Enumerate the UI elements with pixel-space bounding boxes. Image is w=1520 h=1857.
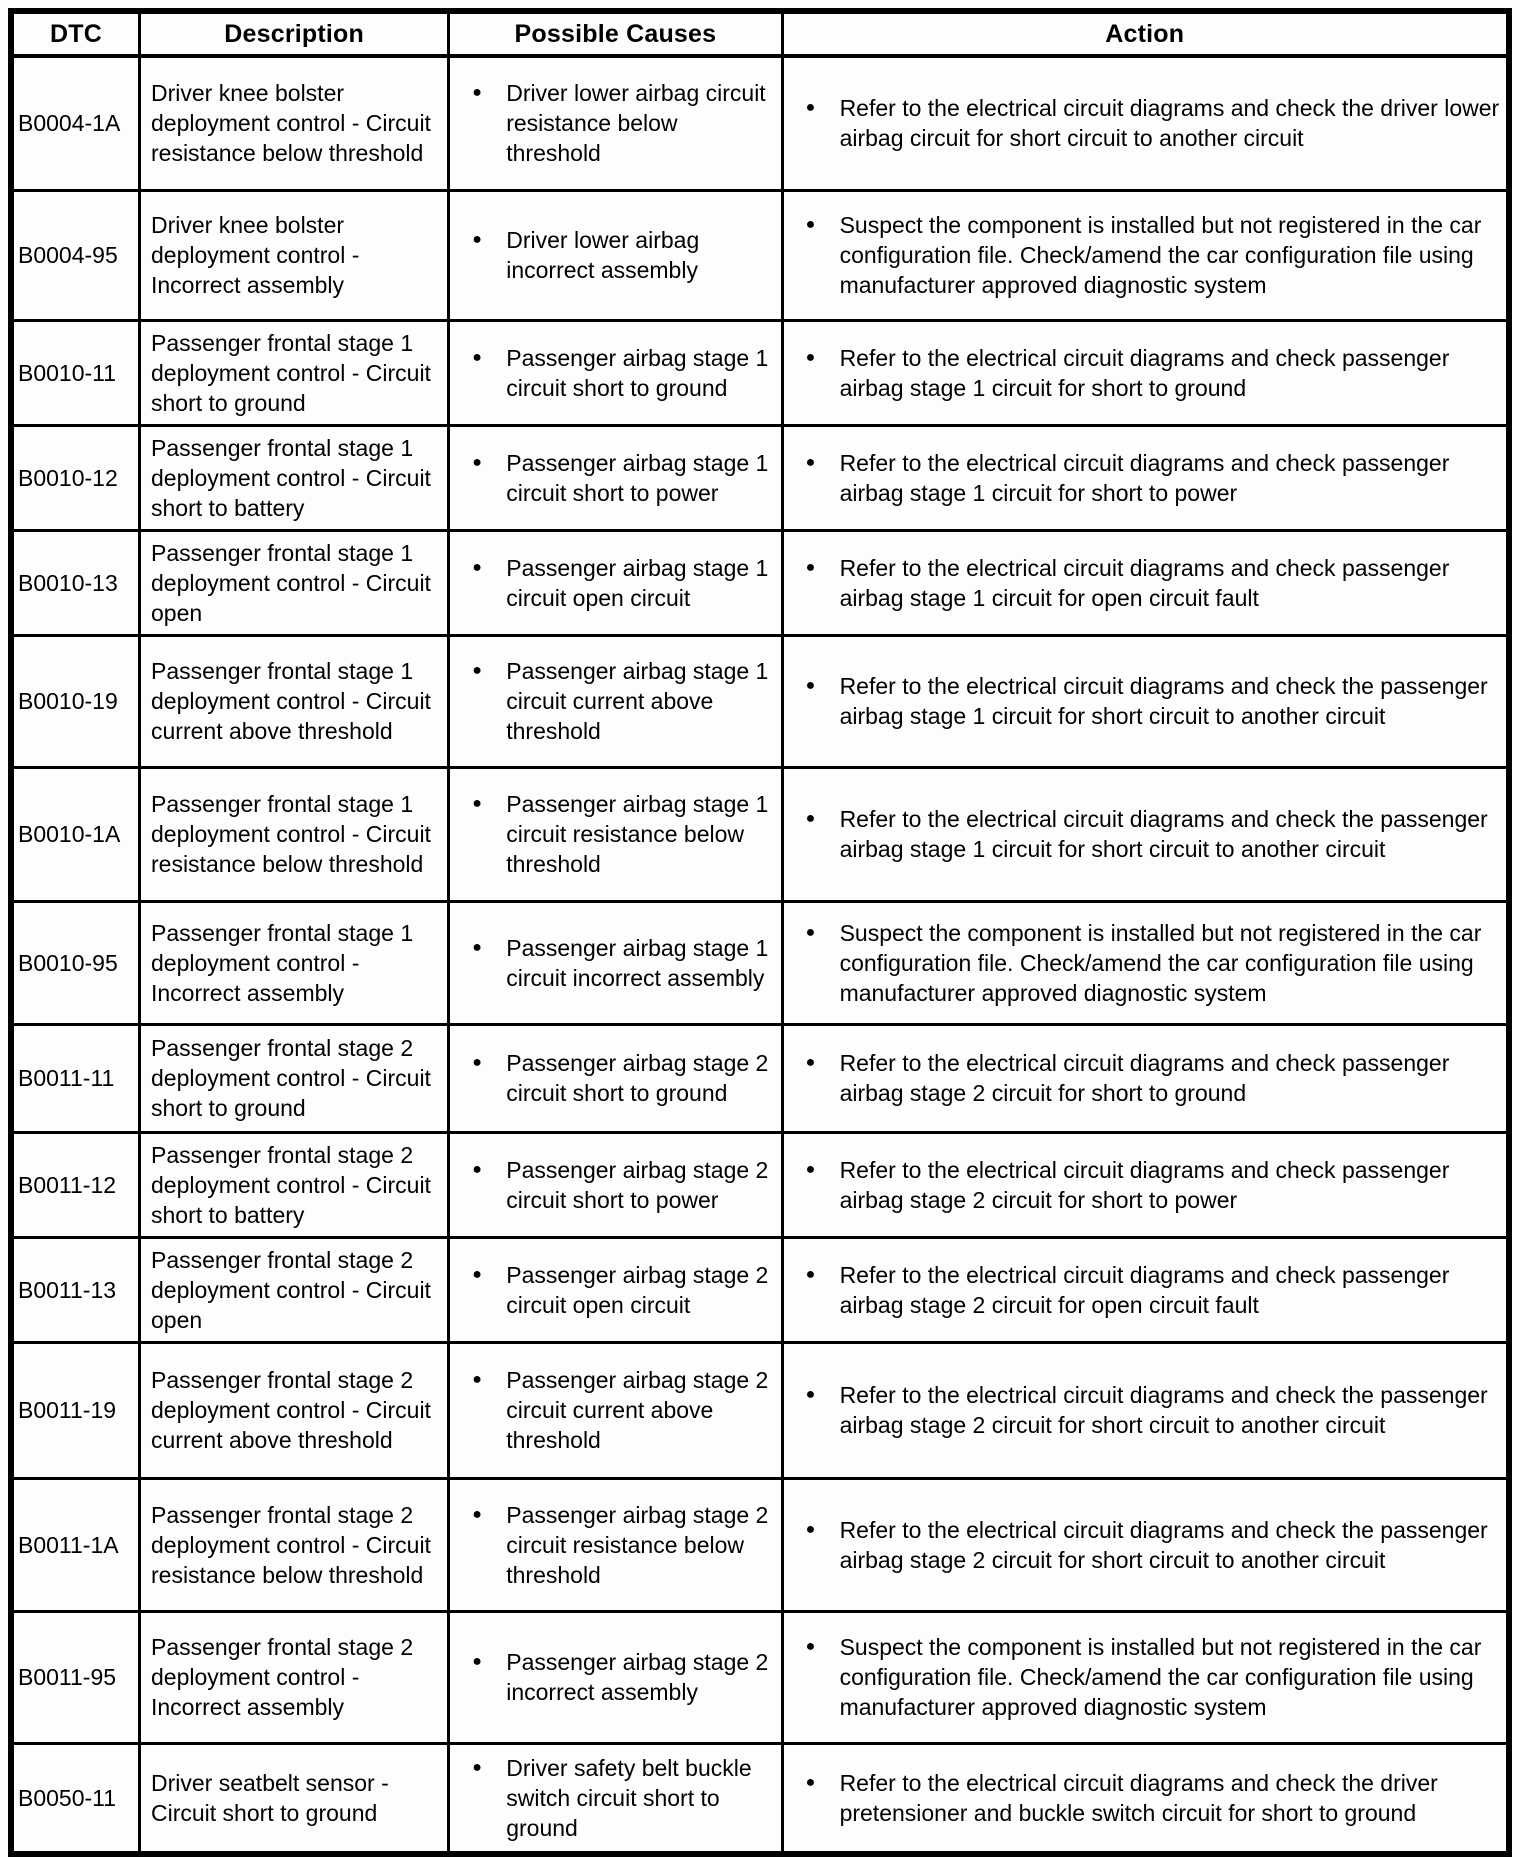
table-row xyxy=(11,56,1509,190)
bullet-icon: ● xyxy=(805,810,816,827)
list-item-text: Passenger airbag stage 2 circuit short to ground xyxy=(506,1050,769,1106)
description-cell: Passenger frontal stage 2 deployment control - Circuit resistance below threshold xyxy=(140,1478,449,1611)
table-row xyxy=(11,767,1509,901)
action-cell xyxy=(782,1342,1509,1478)
description-cell: Passenger frontal stage 2 deployment control - Circuit short to battery xyxy=(140,1132,449,1237)
list-item-text: Refer to the electrical circuit diagrams and check passenger airbag stage 2 circuit for open circuit fault xyxy=(839,1261,1450,1318)
description-cell: Passenger frontal stage 2 deployment control - Circuit short to ground xyxy=(140,1024,449,1132)
action-cell xyxy=(782,190,1509,320)
list-item-text: Passenger airbag stage 1 circuit current above threshold xyxy=(506,658,769,744)
bullet-icon: ● xyxy=(805,1386,816,1403)
possible-causes-cell xyxy=(449,190,782,320)
bullet-icon: ● xyxy=(472,1054,482,1071)
list-item xyxy=(784,553,1500,613)
bullet-icon: ● xyxy=(472,231,482,248)
bullet-icon: ● xyxy=(472,1505,482,1523)
list-item xyxy=(784,1048,1500,1108)
bullet-icon: ● xyxy=(805,923,816,941)
table-row xyxy=(11,190,1509,320)
bullet-icon: ● xyxy=(805,558,816,576)
list-item xyxy=(784,1768,1500,1828)
list-item-text: Passenger airbag stage 2 circuit resistance below threshold xyxy=(506,1501,769,1588)
list-item-text: Refer to the electrical circuit diagrams and check passenger airbag stage 1 circuit for short to ground xyxy=(839,344,1450,401)
action-cell xyxy=(782,320,1509,425)
list-item xyxy=(784,1260,1500,1320)
list-item-text: Refer to the electrical circuit diagrams and check passenger airbag stage 1 circuit for short to power xyxy=(839,449,1450,506)
bullet-icon: ● xyxy=(472,84,482,102)
dtc-cell: B0050-11 xyxy=(11,1743,140,1854)
col-header-action: Action xyxy=(782,11,1509,56)
bullet-icon: ● xyxy=(472,558,482,576)
dtc-cell: B0011-12 xyxy=(11,1132,140,1237)
list-item-text: Refer to the electrical circuit diagrams and check the driver lower airbag circuit for short circuit to another circuit xyxy=(839,95,1500,152)
description-cell: Passenger frontal stage 1 deployment control - Circuit resistance below threshold xyxy=(140,767,449,901)
table-row xyxy=(11,1342,1509,1478)
bullet-icon: ● xyxy=(805,453,816,471)
possible-causes-cell xyxy=(449,1743,782,1854)
dtc-cell: B0004-1A xyxy=(11,56,140,190)
dtc-cell: B0010-1A xyxy=(11,767,140,901)
list-item xyxy=(784,448,1500,508)
col-header-dtc: DTC xyxy=(11,11,140,56)
description-cell: Passenger frontal stage 1 deployment control - Circuit current above threshold xyxy=(140,635,449,767)
list-item-text: Refer to the electrical circuit diagrams and check passenger airbag stage 1 circuit for open circuit fault xyxy=(839,554,1450,611)
list-item-text: Driver lower airbag incorrect assembly xyxy=(506,227,700,283)
action-cell xyxy=(782,767,1509,901)
bullet-icon: ● xyxy=(805,1773,816,1791)
list-item xyxy=(450,1048,774,1108)
list-item xyxy=(450,1753,774,1843)
list-item-text: Passenger airbag stage 2 circuit short to power xyxy=(506,1156,769,1213)
list-item xyxy=(784,804,1500,864)
list-item xyxy=(784,1155,1500,1215)
dtc-cell: B0010-19 xyxy=(11,635,140,767)
description-cell: Passenger frontal stage 2 deployment control - Circuit open xyxy=(140,1237,449,1342)
description-cell: Passenger frontal stage 1 deployment control - Incorrect assembly xyxy=(140,901,449,1024)
bullet-icon: ● xyxy=(472,1371,482,1388)
action-cell xyxy=(782,1237,1509,1342)
bullet-icon: ● xyxy=(472,1265,482,1283)
list-item xyxy=(784,1380,1500,1440)
list-item xyxy=(450,789,774,879)
description-cell: Passenger frontal stage 1 deployment control - Circuit open xyxy=(140,530,449,635)
list-item xyxy=(784,1632,1500,1722)
possible-causes-cell xyxy=(449,1237,782,1342)
bullet-icon: ● xyxy=(472,1160,482,1178)
possible-causes-cell xyxy=(449,530,782,635)
list-item-text: Passenger airbag stage 2 circuit current above threshold xyxy=(506,1367,769,1453)
action-cell xyxy=(782,1743,1509,1854)
description-cell: Passenger frontal stage 2 deployment control - Circuit current above threshold xyxy=(140,1342,449,1478)
list-item xyxy=(784,343,1500,403)
list-item xyxy=(450,225,774,285)
list-item-text: Passenger airbag stage 1 circuit open circuit xyxy=(506,554,769,611)
list-item xyxy=(450,1500,774,1590)
dtc-cell: B0010-12 xyxy=(11,425,140,530)
action-cell xyxy=(782,635,1509,767)
dtc-table-body xyxy=(11,56,1509,1854)
dtc-cell: B0011-1A xyxy=(11,1478,140,1611)
possible-causes-cell xyxy=(449,1132,782,1237)
bullet-icon: ● xyxy=(805,99,816,117)
possible-causes-cell xyxy=(449,425,782,530)
description-cell: Driver knee bolster deployment control - Circuit resistance below threshold xyxy=(140,56,449,190)
table-row xyxy=(11,320,1509,425)
description-cell: Passenger frontal stage 1 deployment control - Circuit short to ground xyxy=(140,320,449,425)
list-item-text: Refer to the electrical circuit diagrams and check the passenger airbag stage 1 circuit for short circuit to another circuit xyxy=(839,806,1488,862)
bullet-icon: ● xyxy=(805,1638,816,1655)
table-row xyxy=(11,635,1509,767)
table-row xyxy=(11,1611,1509,1743)
list-item xyxy=(784,93,1500,153)
list-item-text: Driver safety belt buckle switch circuit short to ground xyxy=(506,1754,752,1841)
dtc-cell: B0011-19 xyxy=(11,1342,140,1478)
col-header-description: Description xyxy=(140,11,449,56)
bullet-icon: ● xyxy=(472,795,482,812)
dtc-cell: B0010-13 xyxy=(11,530,140,635)
list-item-text: Refer to the electrical circuit diagrams and check passenger airbag stage 2 circuit for short to power xyxy=(839,1156,1450,1213)
possible-causes-cell xyxy=(449,767,782,901)
table-row xyxy=(11,1478,1509,1611)
action-cell xyxy=(782,1132,1509,1237)
list-item-text: Suspect the component is installed but not registered in the car configuration file. Check/amend the car configuration file using manufacturer approved diagnostic system xyxy=(839,1634,1482,1720)
bullet-icon: ● xyxy=(472,1758,482,1776)
dtc-cell: B0011-95 xyxy=(11,1611,140,1743)
list-item xyxy=(450,933,774,993)
list-item xyxy=(784,918,1500,1008)
list-item xyxy=(450,1647,774,1707)
list-item xyxy=(784,671,1500,731)
description-cell: Passenger frontal stage 1 deployment control - Circuit short to battery xyxy=(140,425,449,530)
bullet-icon: ● xyxy=(472,662,482,679)
list-item xyxy=(450,1155,774,1215)
action-cell xyxy=(782,1478,1509,1611)
description-cell: Passenger frontal stage 2 deployment control - Incorrect assembly xyxy=(140,1611,449,1743)
list-item xyxy=(784,1515,1500,1575)
possible-causes-cell xyxy=(449,56,782,190)
action-cell xyxy=(782,56,1509,190)
list-item xyxy=(450,656,774,746)
possible-causes-cell xyxy=(449,1024,782,1132)
bullet-icon: ● xyxy=(805,1265,816,1283)
dtc-cell: B0011-13 xyxy=(11,1237,140,1342)
action-cell xyxy=(782,1611,1509,1743)
bullet-icon: ● xyxy=(472,938,482,956)
list-item-text: Refer to the electrical circuit diagrams and check passenger airbag stage 2 circuit for short to ground xyxy=(839,1050,1450,1106)
list-item-text: Suspect the component is installed but not registered in the car configuration file. Check/amend the car configuration file using manufacturer approved diagnostic system xyxy=(839,919,1482,1006)
bullet-icon: ● xyxy=(472,348,482,366)
list-item xyxy=(450,1260,774,1320)
action-cell xyxy=(782,901,1509,1024)
dtc-cell: B0011-11 xyxy=(11,1024,140,1132)
list-item-text: Refer to the electrical circuit diagrams and check the passenger airbag stage 2 circuit for short circuit to another circuit xyxy=(839,1516,1488,1573)
list-item xyxy=(450,553,774,613)
dtc-table xyxy=(8,8,1512,1857)
possible-causes-cell xyxy=(449,1478,782,1611)
dtc-cell: B0010-11 xyxy=(11,320,140,425)
dtc-cell: B0004-95 xyxy=(11,190,140,320)
bullet-icon: ● xyxy=(472,1653,482,1670)
bullet-icon: ● xyxy=(805,1520,816,1538)
list-item-text: Passenger airbag stage 1 circuit resistance below threshold xyxy=(506,791,769,877)
table-row xyxy=(11,1237,1509,1342)
list-item xyxy=(450,78,774,168)
table-row xyxy=(11,425,1509,530)
possible-causes-cell xyxy=(449,1342,782,1478)
bullet-icon: ● xyxy=(805,348,816,366)
action-cell xyxy=(782,425,1509,530)
list-item-text: Refer to the electrical circuit diagrams and check the passenger airbag stage 1 circuit for short circuit to another circuit xyxy=(839,673,1488,729)
list-item xyxy=(784,210,1500,300)
description-cell: Driver knee bolster deployment control - Incorrect assembly xyxy=(140,190,449,320)
list-item-text: Passenger airbag stage 1 circuit incorrect assembly xyxy=(506,934,769,991)
dtc-cell: B0010-95 xyxy=(11,901,140,1024)
bullet-icon: ● xyxy=(805,1054,816,1071)
list-item-text: Passenger airbag stage 2 circuit open circuit xyxy=(506,1261,769,1318)
table-header-row xyxy=(11,11,1509,56)
action-cell xyxy=(782,530,1509,635)
description-cell: Driver seatbelt sensor - Circuit short to ground xyxy=(140,1743,449,1854)
possible-causes-cell xyxy=(449,901,782,1024)
list-item xyxy=(450,343,774,403)
bullet-icon: ● xyxy=(805,1160,816,1178)
list-item-text: Suspect the component is installed but not registered in the car configuration file. Check/amend the car configuration file using manufacturer approved diagnostic system xyxy=(839,212,1482,298)
action-cell xyxy=(782,1024,1509,1132)
bullet-icon: ● xyxy=(805,216,816,233)
table-row xyxy=(11,1132,1509,1237)
col-header-possible-causes: Possible Causes xyxy=(449,11,782,56)
table-row xyxy=(11,901,1509,1024)
bullet-icon: ● xyxy=(805,677,816,694)
list-item-text: Passenger airbag stage 1 circuit short to power xyxy=(506,449,769,506)
list-item xyxy=(450,448,774,508)
list-item-text: Passenger airbag stage 1 circuit short to ground xyxy=(506,344,769,401)
list-item xyxy=(450,1365,774,1455)
possible-causes-cell xyxy=(449,635,782,767)
bullet-icon: ● xyxy=(472,453,482,471)
table-row xyxy=(11,530,1509,635)
table-row xyxy=(11,1024,1509,1132)
list-item-text: Driver lower airbag circuit resistance below threshold xyxy=(506,80,766,167)
list-item-text: Refer to the electrical circuit diagrams and check the driver pretensioner and buckle switch circuit for short to ground xyxy=(839,1769,1438,1826)
possible-causes-cell xyxy=(449,320,782,425)
table-row xyxy=(11,1743,1509,1854)
possible-causes-cell xyxy=(449,1611,782,1743)
list-item-text: Refer to the electrical circuit diagrams and check the passenger airbag stage 2 circuit for short circuit to another circuit xyxy=(839,1382,1488,1438)
list-item-text: Passenger airbag stage 2 incorrect assembly xyxy=(506,1649,769,1705)
